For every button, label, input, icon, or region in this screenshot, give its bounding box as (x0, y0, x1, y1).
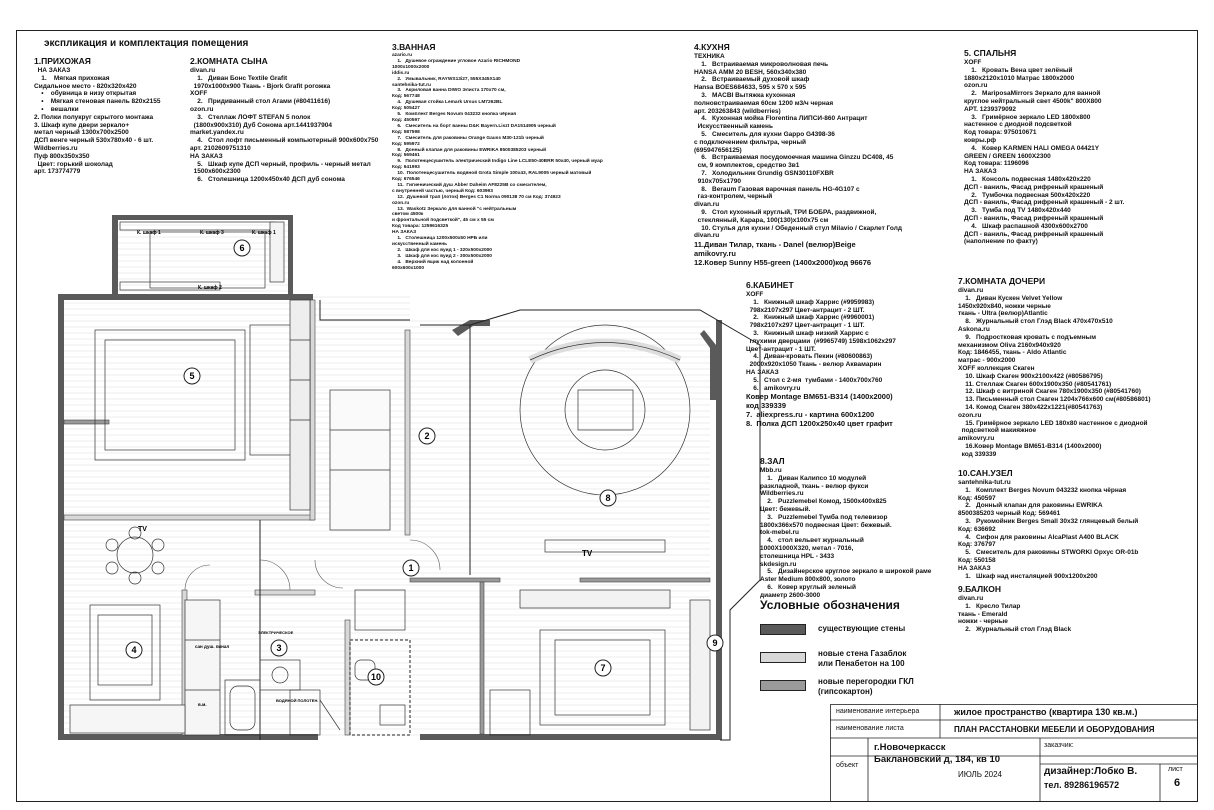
section-line: 4. Душевая стойка Lemark Ursus LM7262BL (392, 100, 503, 106)
section-line: ДСП - ваниль, Фасад рифреный крашеный (964, 183, 1104, 191)
section-line: Mbb.ru (760, 467, 782, 474)
room-number-4 (126, 642, 142, 658)
section-line: 7. Холодильник Grundig GSN30110FXBR (694, 169, 834, 177)
section-line: Цвет: горький шоколад (34, 160, 113, 168)
section-line: НА ЗАКАЗ (964, 168, 997, 176)
section-line: XOFF (964, 59, 982, 66)
room-number-3 (271, 640, 287, 656)
section-line: круглое нейтральный свет 4500k" 800X800 (964, 97, 1102, 105)
section-line: divan.ru (694, 232, 720, 240)
section-line-large: Ковер Montage BM651-B314 (1400х2000) (746, 392, 893, 402)
section-line: 3. Шкаф купе двери зеркало+ (34, 121, 130, 129)
section-line: Код товара: 975010671 (964, 129, 1037, 137)
section-line: 9. Стол кухонный круглый, ТРИ БОБРА, раздвижной, (694, 208, 877, 216)
section-line: 15. Гримёрное зеркало LED 180х80 настенное с диодной (958, 419, 1148, 427)
section-line: ozon.ru (964, 82, 988, 90)
section-line: НА ЗАКАЗ (958, 564, 991, 572)
section-line: арт. 203263843 (wildberries) (694, 107, 781, 115)
wardrobe-label-2: К. шкаф 2 (198, 285, 222, 291)
section-title: 6.КАБИНЕТ (746, 280, 794, 290)
section-line: Код: 550158 (958, 556, 996, 564)
object-address: Баклановский д, 184, кв 10 (874, 754, 1001, 765)
section-line: 600х600х1000 (392, 265, 425, 271)
section-line: столешница HPL - 3433 (760, 552, 835, 560)
section-line: 8500385203 черный Код: 569461 (958, 510, 1061, 518)
section-line: 1000Х1000Х320, метал - 7016, (760, 544, 854, 552)
date: ИЮЛЬ 2024 (958, 770, 1002, 779)
section-line: 9. Полотенцесушитель электрический Indigo Line LCLE50-40BRR 50х40, черный муар (392, 159, 603, 165)
section-line: XOFF коллекция Скаген (958, 364, 1035, 372)
section-line: divan.ru (958, 287, 984, 294)
section-line: 10. Стулья для кухни / Обеденный стул Milavio / Скарлет Голд (694, 224, 902, 232)
section-line: 3. Шкаф для кос вуид 2 - 300х500х2000 (392, 253, 492, 259)
section-line: iddis.ru (392, 70, 410, 76)
designer: дизайнер:Лобко В. (1044, 766, 1138, 777)
section-line: см, 9 комплектов, средство 3в1 (694, 162, 800, 170)
section-line: 1. Душевое ограждение угловое Azario RICHMOND (392, 58, 521, 64)
section-line: 3. Гримёрное зеркало LED 1800х800 (964, 113, 1091, 121)
section-line: ДСП - ваниль, Фасад рифреный крашеный (964, 230, 1104, 238)
section-line: 11. Стеллаж Скаген 600х1900х350 (#80541761) (958, 380, 1112, 388)
section-line: 5. Шкаф купе ДСП черный, профиль - черный метал (190, 160, 371, 168)
client-label: заказчик: (1044, 742, 1074, 749)
washing-machine-label: в.м. (198, 702, 207, 707)
section-line: 798х2107х297 Цвет-антрацит - 2 ШТ. (746, 306, 865, 314)
section-line: santehnika-tut.ru (392, 82, 431, 88)
section-line: 13. Waskotz Зеркало для ванной "с нейтральным (392, 206, 517, 212)
section-line: настенное с диодной подсветкой (964, 121, 1072, 129)
section-line: стеклянный, Карара, 100(130)х100х75 см (694, 216, 829, 224)
sheet-title: экспликация и комплектация помещения (44, 38, 249, 49)
section-line: ТЕХНИКА (694, 53, 725, 60)
section-line: 1000х1000х2000 (392, 64, 430, 70)
section-line: Код: 641993 (392, 165, 420, 171)
room-number-2 (419, 428, 435, 444)
section-line: 2. Журнальный стол Глэд Black (958, 626, 1072, 634)
section-line: 14. Комод Скаген 380х422х1221(#80541763) (958, 403, 1103, 411)
section-line: 12. Душевой трап (лоток) Berges C1 Norma 090138 70 см Код: 374923 (392, 194, 561, 200)
section-line: 2. Придиванный стол Агами (#80411616) (190, 98, 331, 106)
section-line: 1500х600х2300 (190, 168, 241, 176)
section-line: Код товара: 1259616325 (392, 224, 449, 230)
section-line: ДСП - ваниль, Фасад рифреный крашеный (964, 214, 1104, 222)
section-line: 3. Акриловая ванна DIWO Элиста 170х70 см, (392, 88, 506, 94)
section-line: 2. Шкаф для кос вуид 1 - 320х500х2000 (392, 247, 492, 253)
section-line: Код: 567748 (392, 94, 420, 100)
section-line: 1. Кресло Тилар (958, 602, 1021, 610)
section-line: 1. Мягкая прихожая (34, 74, 110, 82)
section-line: ozon.ru (190, 105, 214, 113)
section-line: 5. Смеситель для раковины STWORKI Орхус OR-01b (958, 549, 1139, 557)
room-number-10 (368, 669, 384, 685)
section-title: 9.БАЛКОН (958, 584, 1002, 594)
section-line: HANSA AMM 20 BESH, 560х340х380 (694, 68, 807, 76)
section-line: 4. Ковер KARMEN HALI OMEGA 04421Y (964, 144, 1100, 152)
section-line: 4. Стол лофт письменный компьютерный 900х600х750 (190, 137, 379, 145)
section-line: Wildberries.ru (34, 144, 78, 152)
section-line: 13. Письменный стол Скаген 1204х766х600 см(#80586801) (958, 396, 1151, 404)
section-line: Код: 595972 (392, 141, 420, 147)
section-line-large: 8. Полка ДСП 1200х250х40 цвет графит (746, 419, 893, 429)
section-line: метал черный 1300х700х2500 (34, 129, 129, 137)
section-line: Код: 376797 (958, 541, 996, 549)
section-line: Askona.ru (958, 325, 990, 333)
section-title: 2.КОМНАТА СЫНА (190, 56, 268, 66)
section-title: 4.КУХНЯ (694, 42, 730, 52)
wardrobe-label-1: К. шкаф 1 (137, 230, 161, 236)
electric-towel-label: ЭЛЕКТРИЧЕСКОЕ (258, 630, 294, 635)
section-line: 1. Шкаф над инсталяцией 900х1200х200 (958, 572, 1098, 580)
section-line: НА ЗАКАЗ (746, 368, 779, 376)
section-line: 7. Смеситель для раковины Orange Gauss M30-121b черный (392, 135, 544, 141)
phone: тел. 89286196572 (1044, 780, 1120, 790)
tv-label-hall: TV (582, 549, 593, 558)
svg-text:5: 5 (189, 371, 195, 381)
legend-label-gkl: новые перегородки ГКЛ (гипсокартон) (818, 677, 914, 696)
section-line: арт. 2102609751310 (190, 144, 251, 152)
section-line: Код товара: 1196096 (964, 160, 1029, 168)
section-line: market.yandex.ru (190, 129, 244, 137)
section-line: (695947656125) (694, 146, 742, 154)
section-line: (наполнение по факту) (964, 238, 1038, 246)
section-line: 5. Дизайнерское круглое зеркало в широкой раме (760, 568, 932, 576)
section-line: 1. Комплект Berges Novum 043232 кнопка чёрная (958, 486, 1127, 494)
section-line: 10. Шкаф Скаген 900х2100х422 (#80586795) (958, 372, 1103, 380)
section-line: • обувница в низу открытая (34, 90, 137, 98)
section-line: код 339339 (958, 450, 997, 458)
section-line: 2. Умывальник, RAYWS13i27, 555X345X140 (392, 76, 501, 82)
legend-label-block: новые стена Газаблок или Пенабетон на 100 (818, 649, 907, 668)
section-line: 3. Puzzlemebel Тумба под телевизор (760, 513, 888, 521)
svg-text:6: 6 (239, 243, 245, 253)
section-line: XOFF (746, 291, 764, 298)
section-line: 6. amikovry.ru (746, 384, 801, 392)
section-line: • Мягкая стеновая панель 820х2155 (34, 98, 161, 106)
section-line: Пуф 800х350х350 (34, 152, 90, 160)
legend-title: Условные обозначения (760, 598, 900, 612)
section-line: 2. Puzzlemebel Комод, 1500х400х825 (760, 498, 887, 506)
section-line: (1800х900х310) Дуб Сонома арт.1441937904 (190, 121, 332, 129)
section-line: Цвет: бежевый. (760, 505, 811, 513)
section-line-large: amikovry.ru (694, 249, 736, 259)
room-number-5 (184, 368, 200, 384)
section-line: 1880х2120х1010 Матрас 1800х2000 (964, 74, 1075, 82)
section-line: 4. Диван-кровать Пекин (#80600863) (746, 353, 873, 361)
legend (760, 598, 940, 696)
svg-text:1: 1 (408, 563, 414, 573)
title-block (830, 704, 1198, 802)
section-line: XOFF (190, 90, 208, 98)
section-line: механизмом Olivа 2160х940х920 (958, 341, 1061, 349)
section-line: 16.Ковер Montage BM651-B314 (1400х2000) (958, 442, 1102, 450)
section-line: 1. Столешница 1200х500х50 НРБ или (392, 236, 488, 242)
section-line: 2000х920х1050 Ткань - велюр Аквамарин (746, 361, 882, 369)
interior-label: наименование интерьера (836, 708, 920, 715)
section-line: с внутренней частью, черный Код: 603993 (392, 188, 493, 194)
section-line: 4. Сифон для раковины AlcaPlast A400 BLACK (958, 533, 1119, 541)
section-line: 10. Полотенцесушитель водяной Grota Simple 100х43, RAL9005 черный матовый (392, 171, 592, 177)
section-line: диаметр 2600-3000 (760, 591, 821, 599)
section-line: НА ЗАКАЗ (190, 152, 223, 160)
section-line: 1. Диван Калипсо 10 модулей (760, 474, 867, 482)
sheet-name-value: ПЛАН РАССТАНОВКИ МЕБЕЛИ И ОБОРУДОВАНИЯ (954, 725, 1155, 734)
section-line: 2. Книжный шкаф Харрис (#9960001) (746, 314, 875, 322)
section-line: подсветкой макияжное (958, 427, 1037, 435)
section-line: 8. Донный клапан для раковины EWRIKA 8500385203 черный (392, 147, 547, 153)
section-line: Код: 636692 (958, 525, 996, 533)
legend-swatch-gkl (760, 680, 806, 691)
section-line: 9. Подростковая кровать с подъемным (958, 333, 1096, 341)
section-line: ДСП - ваниль, Фасад рифреный крашеный - 2 шт. (964, 199, 1125, 207)
section-line: 3. Книжный шкаф низкий Харрис с (746, 329, 869, 337)
section-line: 12. Шкаф с витриной Скаген 780х1900х350 (#80541760) (958, 388, 1141, 396)
legend-swatch-block (760, 652, 806, 663)
section-title: 5. СПАЛЬНЯ (964, 48, 1017, 58)
section-line: 3. MACBI Вытяжка кухонная (694, 91, 796, 99)
tv-label-kitchen: TV (138, 526, 147, 533)
section-line: ДСП венге черный 530х780х40 - 6 шт. (34, 137, 154, 145)
section-line: Код: 505427 (392, 106, 420, 112)
section-line: Aster Medium 800х800, золото (760, 576, 856, 584)
legend-label-existing: существующие стены (818, 624, 906, 633)
section-line: 1800х366х570 подвесная Цвет: бежевый. (760, 521, 892, 529)
legend-swatch-existing (760, 624, 806, 635)
section-title: 3.ВАННАЯ (392, 42, 436, 52)
section-line: Искусственный камень (694, 123, 773, 131)
section-line: Код: 450597 (958, 494, 996, 502)
section-line: 5. Стол с 2-мя тумбами - 1400х700х760 (746, 376, 883, 384)
section-line: 1. Встраиваемая микроволновая печь (694, 60, 829, 68)
section-line: santehnika-tut.ru (958, 479, 1011, 486)
section-line: 6. Столешница 1200х450х40 ДСП дуб сонома (190, 176, 345, 184)
section-line: 2. Тумбочка подвесная 500х420х220 (964, 191, 1091, 199)
section-line: 2. MariposaMirrors Зеркало для ванной (964, 90, 1101, 98)
section-line: 8. Журнальный стол Глэд Black 470х470х510 (958, 318, 1113, 326)
svg-text:4: 4 (131, 645, 137, 655)
section-line-large: 7. aliexpress.ru - картина 600х1200 (746, 410, 875, 420)
section-line: tok-mebel.ru (760, 529, 800, 537)
section-line: 3. Тумба под TV 1480х420х440 (964, 207, 1071, 215)
section-line: 1. Диван Бонс Textile Grafit (190, 74, 288, 82)
section-line: ткань - Ultra (велюр)Atlantic (958, 310, 1048, 318)
section-line: 1970х1000х900 Ткань - Bjork Grafit рогожка (190, 82, 331, 90)
section-line: 3. Стеллаж ЛОФТ STEFAN 5 полок (190, 113, 311, 121)
section-line: ozon.ru (958, 411, 982, 419)
section-line: ткань - Emerald (958, 610, 1008, 618)
section-line: Сидальное место - 820х320х420 (34, 82, 137, 90)
svg-text:2: 2 (424, 431, 430, 441)
section-line: 1. Консоль подвесная 1480х420х220 (964, 175, 1091, 183)
section-line: арт. 173774779 (34, 168, 81, 176)
section-line-large: код 339339 (746, 401, 787, 411)
section-line: НА ЗАКАЗ (34, 67, 71, 74)
wardrobe-label-1b: К. шкаф 1 (252, 230, 276, 236)
section-line-large: 12.Ковер Sunny H55-green (1400х2000)код 96676 (694, 258, 872, 268)
section-line: 6. Ковер круглый зеленый (760, 583, 856, 591)
section-line: 798х2107х297 Цвет-антрацит - 1 ШТ. (746, 322, 865, 330)
sheet-number-label: лист (1168, 766, 1183, 773)
section-line: Код: 569461 (392, 153, 420, 159)
section-line: и фронтальной подсветкой", 45 см х 55 см (392, 218, 494, 224)
section-line: Hansa BOES684633, 595 х 570 х 595 (694, 84, 807, 92)
section-line: divan.ru (694, 201, 720, 209)
section-line: 11. Гигиенический душ Abber Daheim AF8225B со смесителем, (392, 182, 547, 188)
interior-value: жилое пространство (квартира 130 кв.м.) (954, 707, 1138, 717)
section-title: 1.ПРИХОЖАЯ (34, 56, 91, 66)
section-line: 2. Полки полукруг скрытого монтажа (34, 113, 154, 121)
section-line: Цвет-антрацит - 1 ШТ. (746, 345, 816, 353)
section-line: amikovry.ru (958, 435, 995, 443)
sheet-number: 6 (1174, 777, 1181, 789)
section-line: искусственный камень (392, 242, 448, 247)
section-line: 2. Донный клапан для раковины EWRIKA (958, 502, 1103, 510)
section-title: 8.ЗАЛ (760, 456, 785, 466)
room-number-7 (595, 660, 611, 676)
section-line: НА ЗАКАЗ (392, 230, 417, 236)
section-line: Код: 1846455, ткань - Aldo Atlantic (958, 349, 1067, 357)
section-line: 1450х920х840, ножки черные (958, 302, 1051, 310)
room-number-6 (234, 240, 250, 256)
room-number-9 (707, 635, 723, 651)
section-line: 5. Смеситель для кухни Gappo G4398-36 (694, 130, 835, 138)
section-line: матрас - 900х2000 (958, 357, 1016, 365)
object-city: г.Новочеркасск (874, 742, 946, 753)
section-title: 7.КОМНАТА ДОЧЕРИ (958, 276, 1046, 286)
svg-text:8: 8 (605, 493, 611, 503)
section-line: 6. Смеситель на борт ванны D&K Bayern.Liszt DA1514905 черный (392, 123, 556, 129)
section-line: 4. Верхний ящик над колонной (392, 259, 474, 265)
section-line: Код: 587598 (392, 129, 420, 135)
section-line: 2. Встраиваемый духовой шкаф (694, 76, 810, 84)
section-line: ozon.ru (392, 200, 410, 206)
section-line: 6. Встраиваемая посудомоечная машина Ginzzu DC408, 45 (694, 154, 894, 162)
section-line: с подключением фильтра, черный (694, 138, 807, 146)
wardrobe-label-3: К. шкаф 3 (200, 230, 224, 236)
section-line: skdesign.ru (760, 560, 797, 568)
section-line: 3. Рукомойник Berges Small 30х32 глянцевый белый (958, 517, 1139, 525)
room-number-8 (600, 490, 616, 506)
section-line: 4. стол вельвет журнальный (760, 537, 864, 545)
section-line: 1. Кровать Вена цвет зелёный (964, 66, 1073, 74)
section-line: 5. Комплект Berges Novum 043232 кнопка чёрная (392, 112, 517, 118)
section-line: GREEN / GREEN 1600X2300 (964, 152, 1051, 160)
section-line: 1. Диван Кускен Velvet Yellow (958, 294, 1063, 302)
section-line: divan.ru (190, 67, 216, 74)
room-number-1 (403, 560, 419, 576)
shower-cabinet-label: сан душ. пинал (195, 644, 230, 649)
section-line: 910х705х1790 (694, 177, 741, 185)
section-line: 4. Кухонная мойка Florentina ЛИПСИ-860 Антрацит (694, 115, 868, 123)
section-line: Wildberries.ru (760, 490, 804, 498)
section-line: полновстраиваемая 60см 1200 м3/ч черная (694, 99, 834, 107)
section-line: разкладной, ткань - велюр фукси (760, 482, 869, 490)
section-line: АРТ. 1239379092 (964, 105, 1016, 113)
section-line: • вешалки (34, 105, 79, 113)
svg-text:9: 9 (712, 638, 718, 648)
section-line: глухими дверцами (#9965749) 1598х1062х297 (746, 337, 896, 345)
section-line: azario.ru (392, 53, 412, 58)
svg-text:7: 7 (600, 663, 606, 673)
section-line-large: 11.Диван Тилар, ткань - Danel (велюр)Beige (694, 240, 856, 250)
section-line: 1. Книжный шкаф Харрис (#9959983) (746, 298, 875, 306)
object-label: объект (836, 762, 859, 769)
section-line: divan.ru (958, 595, 984, 602)
section-line: светом 4500к (392, 212, 424, 218)
title-block-grid (830, 704, 1198, 802)
section-line: 8. Beraum Газовая варочная панель HG-4G107 с (694, 185, 860, 193)
water-towel-label: ВОДЯНОЙ ПОЛОТЕН. (276, 698, 319, 703)
section-line: газ-контролем, черный (694, 193, 773, 201)
section-line: Код: 450597 (392, 117, 420, 123)
section-line: Код: 676546 (392, 177, 420, 183)
section-line: ножки - черные (958, 618, 1008, 626)
svg-text:10: 10 (370, 672, 382, 682)
section-title: 10.САН.УЗЕЛ (958, 468, 1013, 478)
sheet-name-label: наименование листа (836, 725, 904, 732)
section-line: 4. Шкаф распашной 4300х600х2700 (964, 222, 1088, 230)
svg-text:3: 3 (276, 643, 282, 653)
section-line: ковры.рф (964, 136, 997, 144)
